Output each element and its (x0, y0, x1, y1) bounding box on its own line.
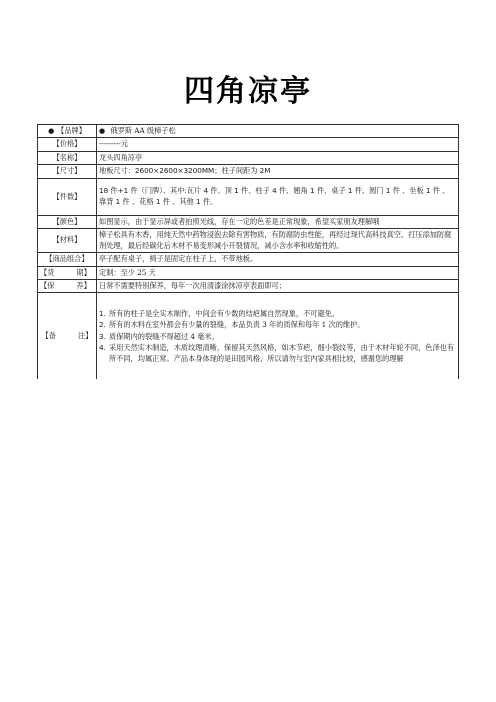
list-item-text: 质保期内的裂缝不得超过 4 毫米。 (109, 331, 219, 341)
combo-row (38, 253, 459, 266)
maintain-label-cell (38, 279, 97, 292)
price-row (38, 138, 459, 151)
brand-value: 俄罗斯 AA 级樟子松 (110, 126, 176, 135)
list-item-text: 采用天然实木制造，木质纹理清晰，保留其天然风格，如木节疤，细小裂纹等，由于木材年轮不同，色泽也有所不同，均属正常。产品本身体现的是田园风格，所以请勿与室内家具相比较，感谢您的理解 (109, 343, 455, 363)
remarks-list (99, 309, 456, 364)
size-row (38, 165, 459, 178)
period-row (38, 266, 459, 279)
list-item-number: 1. (99, 308, 106, 318)
size-label: 【尺寸】 (38, 165, 97, 178)
remarks-label-a: 【备 (41, 331, 56, 341)
list-item (99, 309, 456, 319)
bullet-icon: ● (99, 127, 106, 135)
list-item (99, 343, 456, 364)
combo-value: 亭子配有桌子，椅子是固定在柱子上，不带地板。 (97, 253, 459, 266)
maintain-label-a: 【保 (40, 280, 55, 290)
list-item (99, 332, 456, 342)
name-value: 龙头四角凉亭 (97, 151, 459, 164)
color-row (38, 215, 459, 228)
period-label-b: 期】 (76, 267, 91, 277)
list-item (99, 320, 456, 330)
list-item-text: 所有的柱子是全实木制作，中间会有少数的结疤属自然现象，不可避免。 (109, 308, 340, 318)
size-value: 地板尺寸：2600×2600×3200MM；柱子间距为 2M (97, 165, 459, 178)
remarks-label-cell (38, 293, 97, 380)
material-label: 【材料】 (38, 229, 97, 253)
material-row (38, 229, 459, 253)
price-label: 【价格】 (38, 138, 97, 151)
name-row (38, 151, 459, 164)
price-value: ---------元 (97, 138, 459, 151)
color-value: 如图显示，由于显示屏或者拍照光线，存在一定的色差是正常现象，希望买家朋友理解哦 (97, 215, 459, 228)
period-value: 定制：至少 25 天 (97, 266, 459, 279)
pieces-label: 【件数】 (38, 178, 97, 215)
pieces-row (38, 178, 459, 215)
brand-label: 【品牌】 (57, 126, 86, 135)
period-label-cell (38, 266, 97, 279)
name-label: 【名称】 (38, 151, 97, 164)
bullet-icon: ● (48, 127, 55, 135)
period-label-a: 【货 (40, 267, 55, 277)
remarks-value-cell (97, 293, 459, 380)
page-title: 四角凉亭 (184, 74, 312, 109)
list-item-number: 4. (99, 343, 106, 353)
brand-label-cell (38, 125, 97, 138)
material-value: 樟子松具有木香，用纯天然中药物浸泡去除有害物质，有防腐防虫性能，再经过现代高科技真空、打压添加防腐剂处理，最后经碳化后木材不易变形减小开裂情况，减小含水率和收缩性的。 (97, 229, 459, 253)
color-label: 【颜色】 (38, 215, 97, 228)
remarks-label-b: 注】 (78, 331, 93, 341)
combo-label: 【商品组合】 (38, 253, 97, 266)
list-item-text: 所有的木料在室外都会有少量的裂缝，本品负责 3 年的质保和每年 1 次的维护。 (109, 320, 365, 330)
maintain-label-b: 养】 (76, 280, 91, 290)
brand-value-cell (97, 125, 459, 138)
list-item-number: 3. (99, 331, 106, 341)
list-item-number: 2. (99, 320, 106, 330)
spec-table (37, 124, 459, 379)
maintain-value: 日常不需要特别保养，每年一次用清漆涂抹凉亭表面即可； (97, 279, 459, 292)
remarks-row (38, 293, 459, 380)
maintain-row (38, 279, 459, 292)
pieces-value: 18 件+1 件（门牌）、其中:瓦片 4 件、顶 1 件、柱子 4 件、翘角 1 件、桌子 1 件、圆门 1 件 、坐板 1 件 、靠背 1 件 、花格 1 件 、其他 1 件。 (97, 178, 459, 215)
brand-row (38, 125, 459, 138)
